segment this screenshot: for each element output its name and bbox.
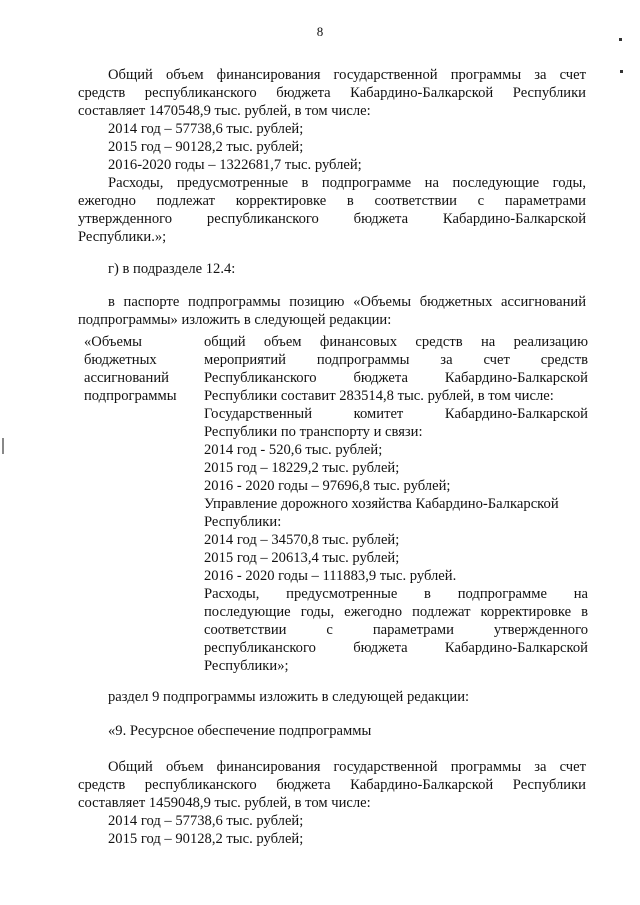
table-text-line: Республики составит 283514,8 тыс. рублей, в том числе: (204, 388, 554, 404)
table-label-line: подпрограммы (84, 388, 177, 404)
text-line: составляет 1470548,9 тыс. рублей, в том числе: (78, 103, 371, 119)
table-text-line: Республики: (204, 514, 282, 530)
scan-edge-mark (2, 438, 4, 454)
text-line: утвержденного республиканского бюджета Кабардино-Балкарской (78, 211, 586, 227)
table-text-line: 2014 год - 520,6 тыс. рублей; (204, 442, 383, 458)
table-text-line: мероприятий подпрограммы за счет средств (204, 352, 588, 368)
text-line: средств республиканского бюджета Кабардино-Балкарской Республики (78, 85, 586, 101)
table-text-line: 2016 - 2020 годы – 97696,8 тыс. рублей; (204, 478, 451, 494)
table-text-line: общий объем финансовых средств на реализацию (204, 334, 588, 350)
text-line: 2015 год – 90128,2 тыс. рублей; (108, 139, 304, 155)
table-label-line: «Объемы (84, 334, 142, 350)
subsection-heading: г) в подразделе 12.4: (108, 261, 236, 277)
scan-speck (619, 38, 622, 41)
text-line: составляет 1459048,9 тыс. рублей, в том числе: (78, 795, 371, 811)
table-label-line: ассигнований (84, 370, 169, 386)
table-text-line: 2015 год – 20613,4 тыс. рублей; (204, 550, 400, 566)
table-text-line: 2016 - 2020 годы – 111883,9 тыс. рублей. (204, 568, 457, 584)
text-line: подпрограммы» изложить в следующей редакции: (78, 312, 392, 328)
section-heading: «9. Ресурсное обеспечение подпрограммы (108, 723, 372, 739)
text-line: 2014 год – 57738,6 тыс. рублей; (108, 813, 304, 829)
text-line: Республики.»; (78, 229, 167, 245)
text-line: Общий объем финансирования государственной программы за счет (108, 759, 586, 775)
scan-speck (620, 70, 623, 73)
table-text-line: республиканского бюджета Кабардино-Балкарской (204, 640, 588, 656)
text-line: в паспорте подпрограммы позицию «Объемы бюджетных ассигнований (108, 294, 586, 310)
table-text-line: последующие годы, ежегодно подлежат корректировке в (204, 604, 588, 620)
table-text-line: Управление дорожного хозяйства Кабардино-Балкарской (204, 496, 559, 512)
table-text-line: Республики по транспорту и связи: (204, 424, 423, 440)
text-line: 2016-2020 годы – 1322681,7 тыс. рублей; (108, 157, 362, 173)
text-line: раздел 9 подпрограммы изложить в следующей редакции: (108, 689, 470, 705)
text-line: Общий объем финансирования государственной программы за счет (108, 67, 586, 83)
text-line: ежегодно подлежат корректировке в соответствии с параметрами (78, 193, 586, 209)
page-number: 8 (316, 24, 324, 39)
text-line: 2015 год – 90128,2 тыс. рублей; (108, 831, 304, 847)
table-text-line: Республиканского бюджета Кабардино-Балкарской (204, 370, 588, 386)
table-text-line: Государственный комитет Кабардино-Балкарской (204, 406, 588, 422)
table-text-line: соответствии с параметрами утвержденного (204, 622, 588, 638)
table-text-line: Республики»; (204, 658, 289, 674)
table-label-line: бюджетных (84, 352, 157, 368)
text-line: средств республиканского бюджета Кабардино-Балкарской Республики (78, 777, 586, 793)
table-text-line: 2014 год – 34570,8 тыс. рублей; (204, 532, 400, 548)
table-text-line: 2015 год – 18229,2 тыс. рублей; (204, 460, 400, 476)
text-line: Расходы, предусмотренные в подпрограмме на последующие годы, (108, 175, 586, 191)
table-text-line: Расходы, предусмотренные в подпрограмме на (204, 586, 588, 602)
text-line: 2014 год – 57738,6 тыс. рублей; (108, 121, 304, 137)
